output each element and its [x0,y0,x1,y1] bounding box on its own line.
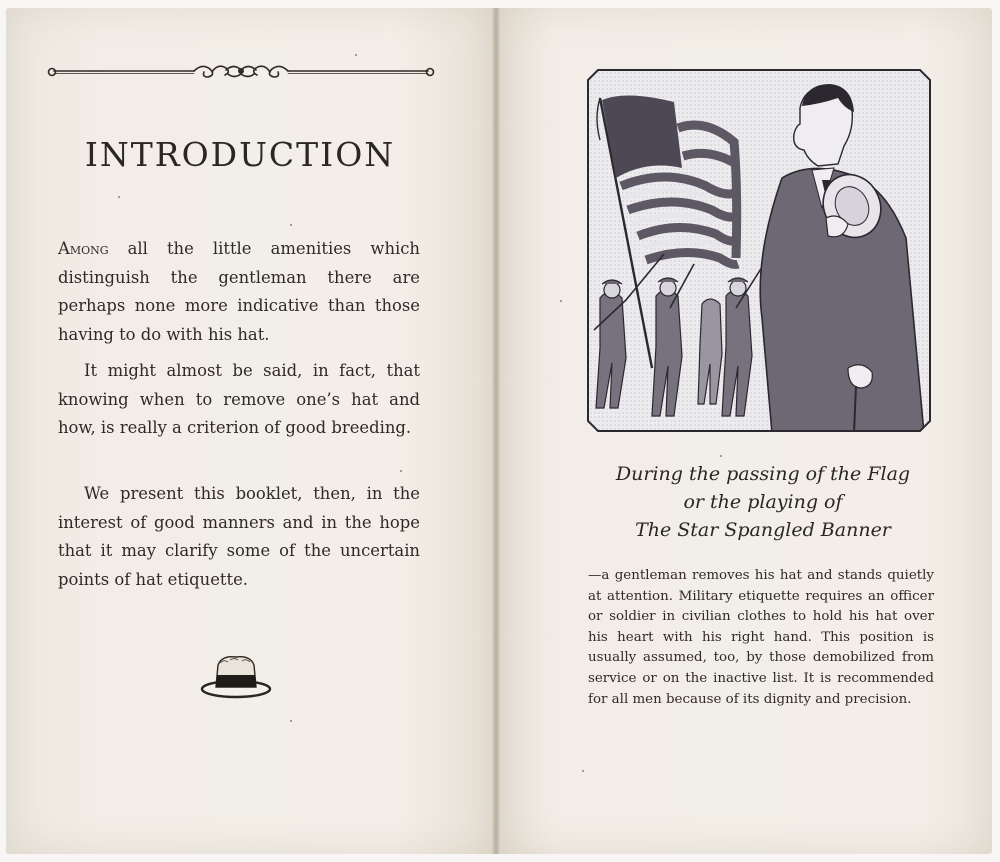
intro-paragraph-1 [58,235,420,349]
booklet-gutter [492,8,500,854]
paper-speck [720,455,722,457]
intro-paragraph-2: It might almost be said, in fact, that knowing when to remove one’s hat and how, is really a criterion of good breeding. [58,361,420,437]
illustration-caption [558,460,968,544]
intro-paragraph-3: We present this booklet, then, in the interest of good manners and in the hope that it may clarify some of the uncertain points of hat etiquette. [58,484,420,589]
paper-speck [118,196,120,198]
fedora-hat-icon [198,651,274,701]
paper-speck [560,300,562,302]
intro-paragraph-1-text: all the little amenities which distinguish the gentleman there are perhaps none more indicative than those having to do with his hat. [58,239,420,344]
paper-speck [290,224,292,226]
flag-salute-illustration [586,68,932,433]
caption-line-1: During the passing of the Flag [615,463,911,485]
intro-lead-word: Among [58,239,109,258]
paper-speck [582,770,584,772]
paper-speck [400,470,402,472]
etiquette-paragraph: —a gentleman removes his hat and stands quietly at attention. Military etiquette requires an officer or soldier in civilian clothes to hold his hat over his heart with his right hand. This position is usually assumed, too, by those demobilized from service or on the inactive list. It is recommended for all men because of its dignity and precision. [588,568,934,707]
caption-line-2: or the playing of [683,491,843,513]
paper-speck [355,54,357,56]
caption-line-3: The Star Spangled Banner [635,519,891,541]
page-title: INTRODUCTION [84,135,396,174]
paper-speck [290,720,292,722]
decorative-rule-icon [44,60,438,82]
